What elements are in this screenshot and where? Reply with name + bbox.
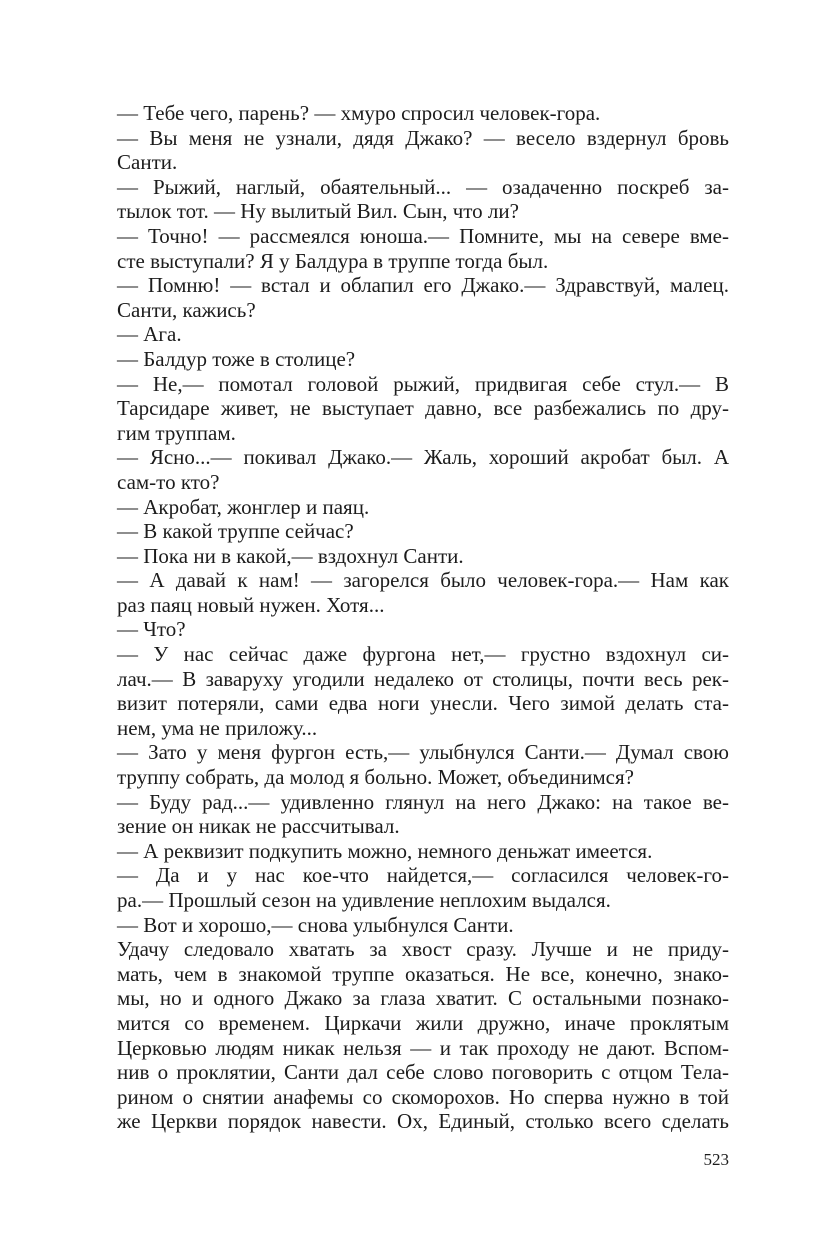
text-line: — Что?	[117, 617, 186, 642]
text-line: же Церкви порядок навести. Ох, Единый, столько всего сделать	[117, 1109, 729, 1134]
text-line: мится со временем. Циркачи жили дружно, иначе проклятым	[117, 1010, 729, 1035]
text-line: — Ага.	[117, 322, 182, 347]
page-number: 523	[703, 1150, 729, 1169]
text-line: Тарсидаре живет, не выступает давно, все разбежались по дру-	[117, 396, 729, 421]
text-line: — А реквизит подкупить можно, немного деньжат имеется.	[117, 838, 653, 863]
text-line: — Ясно...— покивал Джако.— Жаль, хороший акробат был. А	[117, 445, 729, 470]
text-line: мы, но и одного Джако за глаза хватит. С остальными познако-	[117, 986, 729, 1011]
text-line: — А давай к нам! — загорелся было человек-гора.— Нам как	[117, 568, 729, 593]
text-line: — Тебе чего, парень? — хмуро спросил человек-гора.	[117, 101, 601, 125]
text-line: — Вот и хорошо,— снова улыбнулся Санти.	[117, 912, 514, 937]
text-line: зение он никак не рассчитывал.	[117, 814, 400, 839]
text-line: — Акробат, жонглер и паяц.	[117, 494, 370, 519]
text-line: сте выступали? Я у Балдура в труппе тогда был.	[117, 248, 549, 273]
text-line: — Буду рад...— удивленно глянул на него Джако: на такое ве-	[117, 789, 729, 814]
text-line: — У нас сейчас даже фургона нет,— грустно вздохнул си-	[117, 642, 729, 667]
text-line: — Вы меня не узнали, дядя Джако? — весело вздернул бровь	[117, 125, 729, 150]
text-line: нив о проклятии, Санти дал себе слово поговорить с отцом Тела-	[117, 1060, 729, 1085]
text-line: гим труппам.	[117, 420, 236, 445]
text-line: — Помню! — встал и облапил его Джако.— Здравствуй, малец.	[117, 273, 729, 298]
text-line: Удачу следовало хватать за хвост сразу. Лучше и не приду-	[117, 937, 729, 962]
text-line: — Не,— помотал головой рыжий, придвигая себе стул.— В	[117, 371, 729, 396]
text-line: — Балдур тоже в столице?	[117, 346, 356, 371]
text-line: — В какой труппе сейчас?	[117, 519, 354, 544]
text-line: Церковью людям никак нельзя — и так проходу не дают. Вспом-	[117, 1035, 729, 1060]
text-line: тылок тот. — Ну вылитый Вил. Сын, что ли?	[117, 199, 519, 224]
text-line: рином о снятии анафемы со скоморохов. Но сперва нужно в той	[117, 1084, 729, 1109]
text-line: — Да и у нас кое-что найдется,— согласился человек-го-	[117, 863, 729, 888]
text-line: лач.— В заваруху угодили недалеко от столицы, почти весь рек-	[117, 666, 729, 691]
text-line: Санти.	[117, 150, 178, 175]
text-line: визит потеряли, сами едва ноги унесли. Чего зимой делать ста-	[117, 691, 729, 716]
text-line: сам-то кто?	[117, 469, 220, 494]
text-line: раз паяц новый нужен. Хотя...	[117, 592, 385, 617]
text-line: — Рыжий, наглый, обаятельный... — озадаченно поскреб за-	[117, 174, 729, 199]
text-line: — Точно! — рассмеялся юноша.— Помните, мы на севере вме-	[117, 223, 729, 248]
text-line: Санти, кажись?	[117, 297, 256, 322]
text-line: труппу собрать, да молод я больно. Может, объединимся?	[117, 765, 634, 790]
body-text	[117, 101, 729, 1134]
text-line: мать, чем в знакомой труппе оказаться. Не все, конечно, знако-	[117, 961, 729, 986]
text-line: нем, ума не приложу...	[117, 715, 318, 740]
text-line: ра.— Прошлый сезон на удивление неплохим выдался.	[117, 888, 611, 912]
text-line: — Пока ни в какой,— вздохнул Санти.	[117, 543, 464, 568]
text-line: — Зато у меня фургон есть,— улыбнулся Санти.— Думал свою	[117, 740, 729, 765]
